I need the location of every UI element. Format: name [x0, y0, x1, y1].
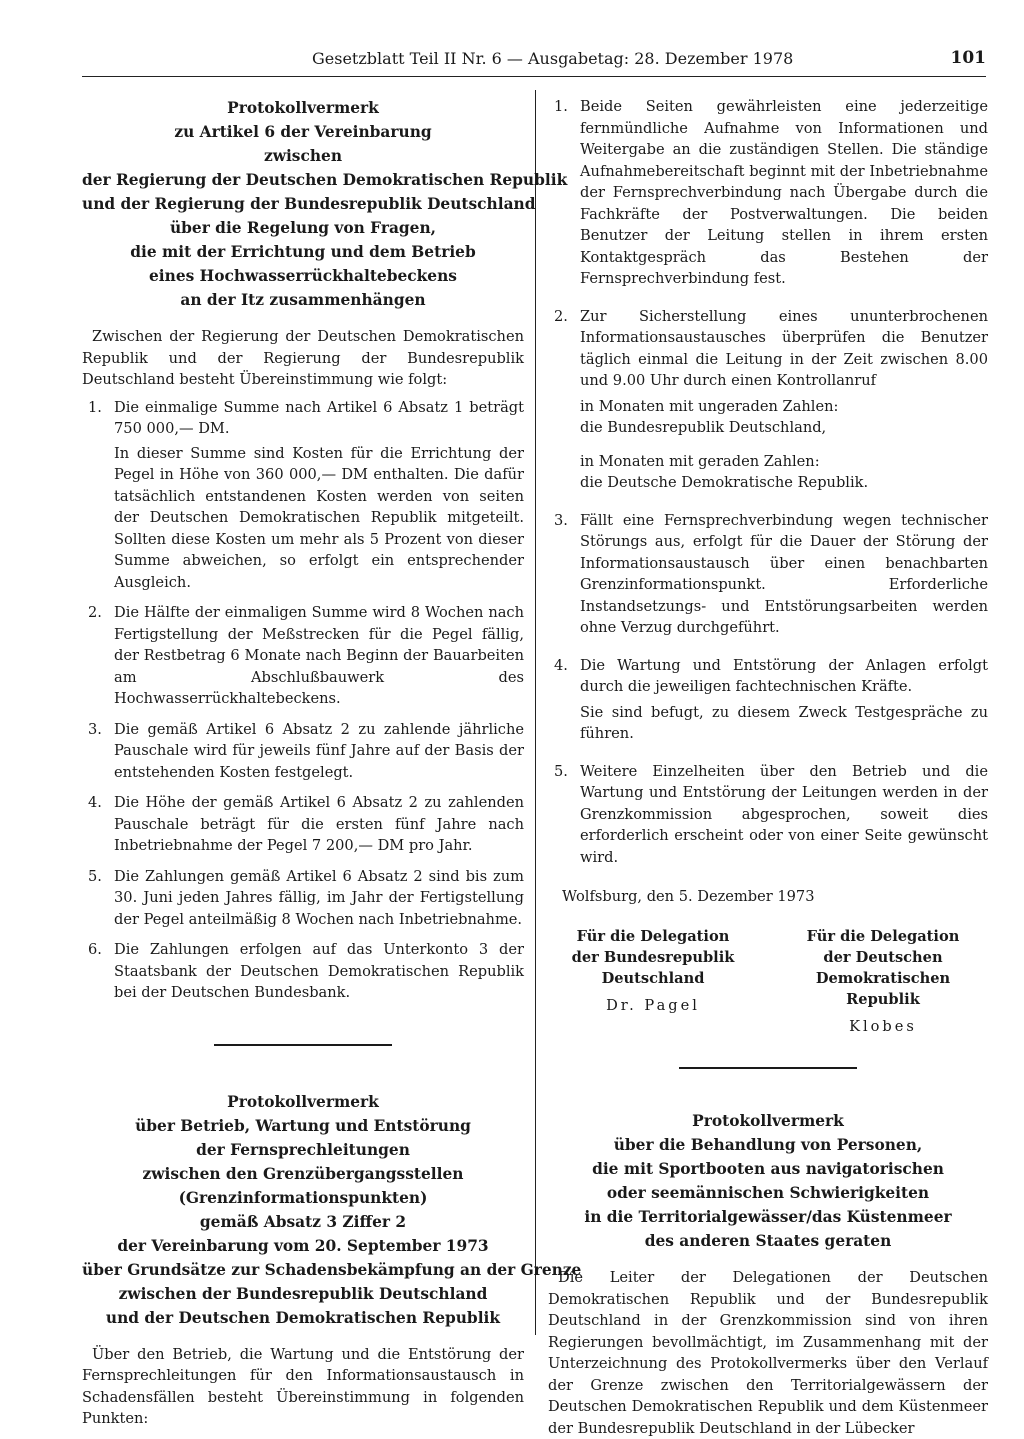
section2-title-line: der Fernsprechleitungen	[196, 1140, 410, 1159]
item-text: Die einmalige Summe nach Artikel 6 Absatz 1 beträgt 750 000,— DM.	[114, 398, 524, 437]
signature-heading-line: Deutschland	[601, 969, 705, 987]
item-line: in Monaten mit geraden Zahlen:	[580, 452, 820, 470]
item-line: die Bundesrepublik Deutschland,	[580, 419, 827, 436]
section3-title-line: oder seemännischen Schwierigkeiten	[606, 1184, 930, 1202]
section1-list	[82, 397, 524, 1004]
item-number: 6.	[88, 941, 102, 958]
section2-title-line: zwischen den Grenzübergangsstellen	[142, 1164, 464, 1183]
item-number: 3.	[88, 720, 102, 738]
item-text: Die gemäß Artikel 6 Absatz 2 zu zahlende jährliche Pauschale wird für jeweils fünf Jahre auf der Basis der entstehenden Kosten festgelegt.	[114, 720, 524, 781]
item-number: 2.	[554, 307, 568, 325]
section1-title-line: zu Artikel 6 der Vereinbarung	[174, 123, 432, 141]
signature-heading-line: der Bundesrepublik	[571, 948, 735, 966]
signature-heading-line: Für die Delegation	[806, 927, 960, 945]
list-item	[82, 939, 524, 1004]
section2-title	[82, 1090, 582, 1330]
signatory-name: Dr. Pagel	[606, 996, 700, 1014]
header-rule	[82, 76, 986, 77]
section1-intro: Zwischen der Regierung der Deutschen Demokratischen Republik und der Regierung der Bundesrepublik Deutschland besteht Übereinstimmung wie folgt:	[82, 328, 524, 388]
item-text: Die Wartung und Entstörung der Anlagen erfolgt durch die jeweiligen fachtechnischen Kräfte.	[580, 656, 988, 695]
list-item	[548, 96, 988, 290]
item-text: Zur Sicherstellung eines ununterbrochenen Informationsaustausches überprüfen die Benutzer täglich einmal die Leitung in der Zeit zwischen 8.00 und 9.00 Uhr durch einen Kontrollanruf	[580, 307, 988, 389]
section2-title-line: (Grenzinformationspunkten)	[178, 1188, 428, 1207]
section3-title-line: Protokollvermerk	[692, 1112, 844, 1130]
section-separator	[679, 1067, 857, 1069]
item-text: Die Hälfte der einmaligen Summe wird 8 Wochen nach Fertigstellung der Meßstrecken für die Pegel fällig, der Restbetrag 6 Monate nach Beginn der Bauarbeiten am Abschlußbauwerk des Hochwasserrückhaltebeckens.	[114, 604, 524, 707]
list-item	[82, 397, 524, 594]
signature-heading-line: der Deutschen	[823, 948, 943, 966]
signature-block	[548, 926, 988, 1038]
signature-frg	[548, 926, 758, 1038]
item-number: 5.	[88, 867, 102, 885]
place-date: Wolfsburg, den 5. Dezember 1973	[562, 888, 815, 905]
section3-title-line: in die Territorialgewässer/das Küstenmeer	[584, 1208, 952, 1226]
section1-title-line: und der Regierung der Bundesrepublik Deutschland	[82, 195, 536, 213]
item-text: Die Höhe der gemäß Artikel 6 Absatz 2 zu zahlenden Pauschale beträgt für die ersten fünf Jahre nach Inbetriebnahme der Pegel 7 200,— DM pro Jahr.	[114, 794, 524, 854]
section1-title-line: eines Hochwasserrückhaltebeckens	[149, 267, 457, 285]
section1-title-line: die mit der Errichtung und dem Betrieb	[130, 243, 476, 261]
section2-title-line: zwischen der Bundesrepublik Deutschland	[118, 1284, 488, 1303]
signatory-name: Klobes	[849, 1017, 917, 1035]
section3-title-line: über die Behandlung von Personen,	[613, 1136, 923, 1154]
section2-title-line: über Grundsätze zur Schadensbekämpfung an der Grenze	[82, 1260, 582, 1279]
section2-title-line: gemäß Absatz 3 Ziffer 2	[199, 1212, 407, 1231]
section1-title-line: der Regierung der Deutschen Demokratischen Republik	[82, 171, 568, 189]
list-item	[548, 655, 988, 745]
item-number: 4.	[88, 794, 102, 811]
item-subtext: Sie sind befugt, zu diesem Zweck Testgespräche zu führen.	[580, 703, 988, 742]
list-item	[82, 792, 524, 857]
signature-heading-line: Für die Delegation	[576, 927, 730, 945]
item-text: Weitere Einzelheiten über den Betrieb und die Wartung und Entstörung der Leitungen werden in der Grenzkommission abgesprochen, soweit dies erforderlich erscheint oder von einer Seite gewünscht wird.	[580, 762, 988, 866]
item-text: Fällt eine Fernsprechverbindung wegen technischer Störungs aus, erfolgt für die Dauer der Störung der Informationsaustausch über einen benachbarten Grenzinformationspunkt. Erforderliche Instandsetzungs- und Entstörungsarbeiten werden ohne Verzug durchgeführt.	[580, 511, 988, 636]
section3-title-line: die mit Sportbooten aus navigatorischen	[592, 1160, 944, 1178]
list-item	[548, 761, 988, 869]
section3-body: Die Leiter der Delegationen der Deutschen Demokratischen Republik und der Bundesrepublik Deutschland in der Grenzkommission sind von ihren Regierungen bevollmächtigt, im Zusammenhang mit der Unterzeichnung des Protokollvermerks über den Verlauf der Grenze zwischen den Territorialgewässern der Deutschen Demokratischen Republik und dem Küstenmeer der Bundesrepublik Deutschland in der Lübecker	[548, 1269, 988, 1437]
list-item	[548, 306, 988, 494]
section3-title-line: des anderen Staates geraten	[644, 1232, 892, 1250]
page-header	[82, 48, 986, 74]
item-number: 3.	[554, 511, 568, 529]
left-column	[82, 96, 582, 1430]
column-divider	[535, 90, 536, 1335]
item-number: 2.	[88, 604, 102, 621]
item-number: 1.	[88, 398, 102, 416]
section1-title-line: an der Itz zusammenhängen	[180, 291, 426, 309]
section2-title-line: der Vereinbarung vom 20. September 1973	[117, 1236, 489, 1255]
page-number: 101	[950, 48, 986, 68]
item-line: in Monaten mit ungeraden Zahlen:	[580, 397, 839, 415]
section2-list	[548, 96, 988, 868]
item-text: Die Zahlungen erfolgen auf das Unterkonto 3 der Staatsbank der Deutschen Demokratischen Republik bei der Deutschen Bundesbank.	[114, 941, 524, 1001]
list-item	[82, 866, 524, 931]
item-number: 5.	[554, 762, 568, 780]
item-text: Beide Seiten gewährleisten eine jederzeitige fernmündliche Aufnahme von Informationen und Weitergabe an die zuständigen Stellen. Die ständige Aufnahmebereitschaft beginnt mit der Inbetriebnahme der Fernsprechverbindung nach Übergabe durch die Fachkräfte der Postverwaltungen. Die beiden Benutzer der Leitung stellen in ihrem ersten Kontaktgespräch das Bestehen der Fernsprechverbindung fest.	[580, 98, 988, 287]
header-text: Gesetzblatt Teil II Nr. 6 — Ausgabetag: 28. Dezember 1978	[312, 49, 794, 68]
list-item	[548, 510, 988, 639]
section1-title	[82, 96, 568, 312]
item-line: die Deutsche Demokratische Republik.	[580, 474, 869, 491]
section2-title-line: Protokollvermerk	[227, 1092, 379, 1111]
section2-title-line: über Betrieb, Wartung und Entstörung	[135, 1116, 471, 1135]
list-item	[82, 719, 524, 784]
item-text: Die Zahlungen gemäß Artikel 6 Absatz 2 sind bis zum 30. Juni jeden Jahres fällig, im Jahr der Fertigstellung der Pegel anteilmäßig 8 Wochen nach Inbetriebnahme.	[114, 867, 524, 928]
section3-title	[548, 1109, 988, 1253]
item-number: 4.	[554, 656, 568, 674]
signature-gdr	[778, 926, 988, 1038]
section2-title-line: und der Deutschen Demokratischen Republik	[105, 1308, 501, 1327]
item-subtext: In dieser Summe sind Kosten für die Errichtung der Pegel in Höhe von 360 000,— DM enthalten. Die dafür tatsächlich entstandenen Kosten werden von seiten der Deutschen Demokratischen Republik mitgeteilt. Sollten diese Kosten um mehr als 5 Prozent von dieser Summe abweichen, so erfolgt ein entsprechender Ausgleich.	[114, 444, 524, 591]
section-separator	[214, 1044, 392, 1046]
item-number: 1.	[554, 98, 568, 115]
list-item	[82, 602, 524, 710]
right-column	[548, 96, 988, 1439]
section2-intro: Über den Betrieb, die Wartung und die Entstörung der Fernsprechleitungen für den Informationsaustausch in Schadensfällen besteht Übereinstimmung in folgenden Punkten:	[82, 1345, 524, 1427]
section1-title-line: Protokollvermerk	[227, 99, 379, 117]
section1-title-line: zwischen	[263, 147, 343, 165]
section1-title-line: über die Regelung von Fragen,	[169, 219, 437, 237]
signature-heading-line: Demokratischen Republik	[815, 969, 951, 1008]
